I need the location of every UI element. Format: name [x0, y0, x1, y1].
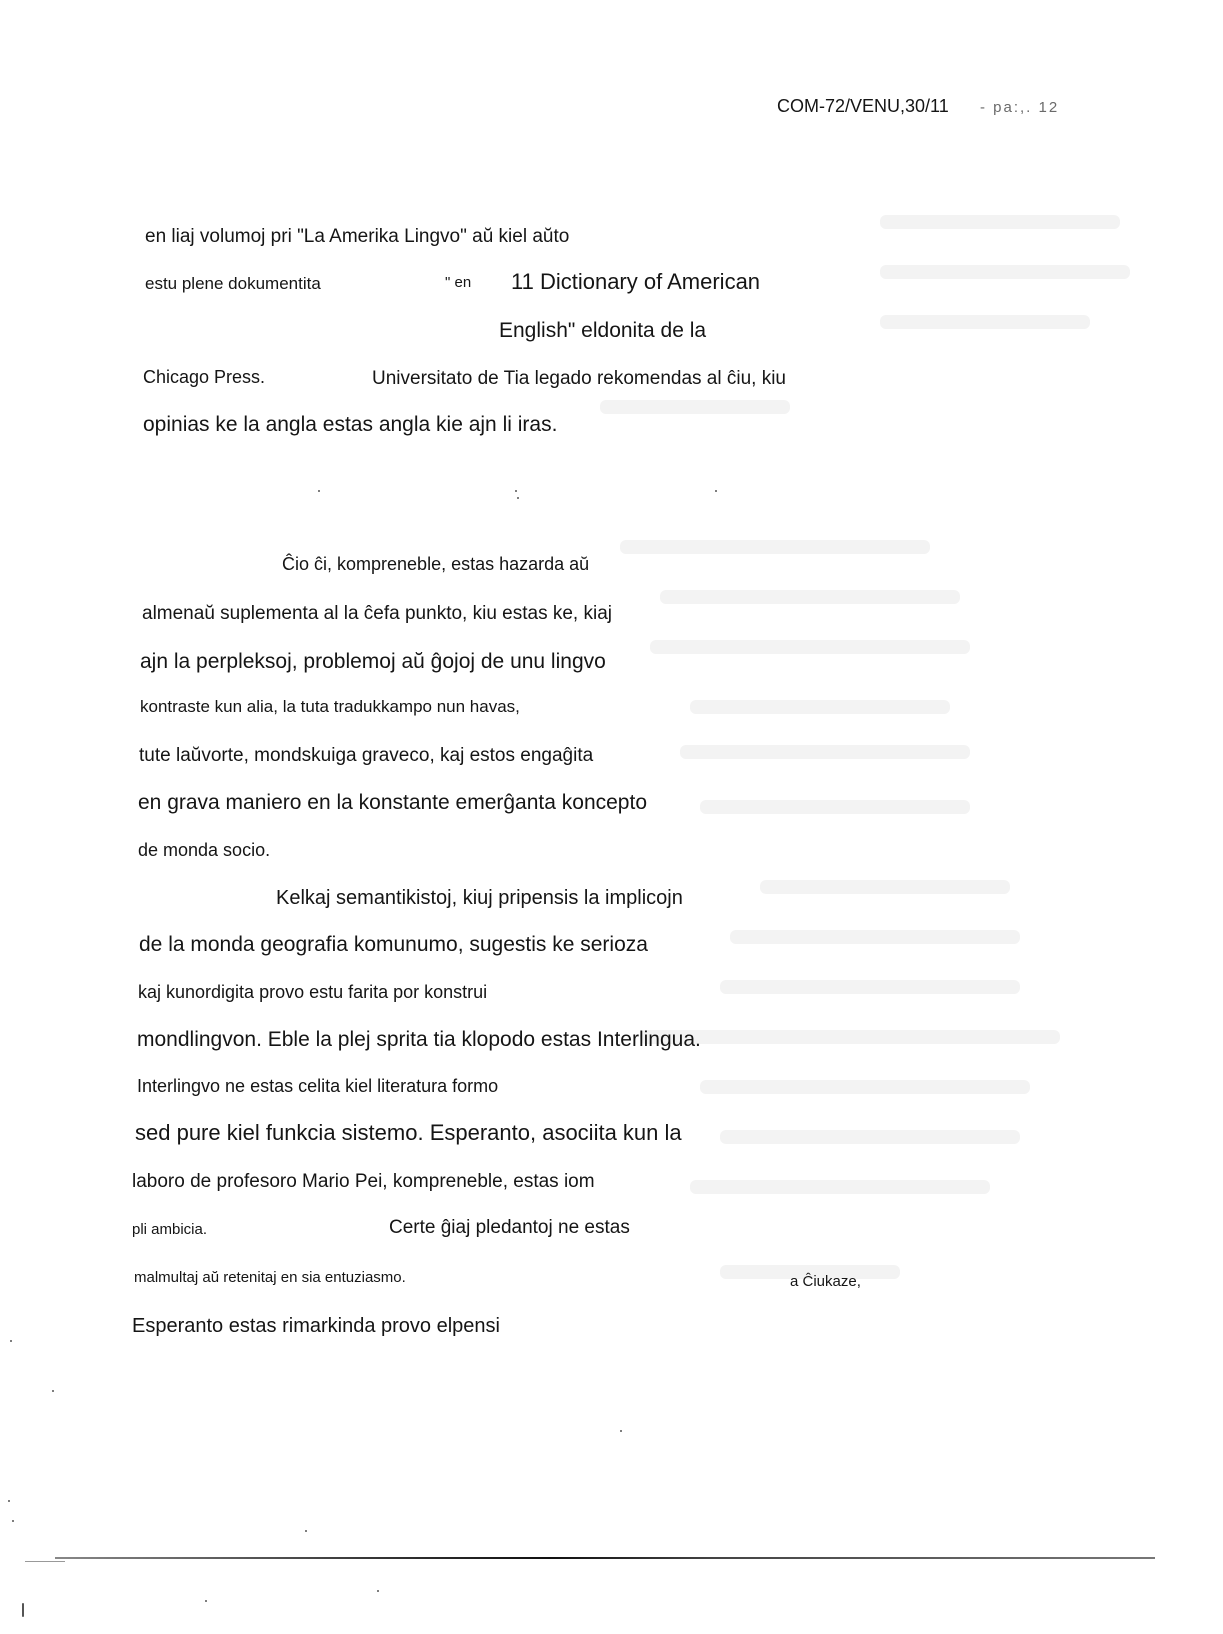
scan-speck	[377, 1590, 379, 1592]
bleed-through-mark	[700, 800, 970, 814]
scan-speck	[8, 1500, 10, 1502]
scan-speck	[52, 1390, 54, 1392]
bleed-through-mark	[720, 1130, 1020, 1144]
bleed-through-mark	[730, 930, 1020, 944]
text-line: sed pure kiel funkcia sistemo. Esperanto, asociita kun la	[135, 1120, 682, 1145]
bleed-through-mark	[880, 215, 1120, 229]
scan-speck	[715, 490, 717, 492]
text-line: mondlingvon. Eble la plej sprita tia klopodo estas Interlingua.	[137, 1028, 701, 1051]
document-reference: COM-72/VENU,30/11	[777, 96, 949, 116]
text-line: kaj kunordigita provo estu farita por konstrui	[138, 982, 488, 1002]
scan-speck	[517, 497, 519, 499]
bleed-through-mark	[760, 880, 1010, 894]
text-line: Esperanto estas rimarkinda provo elpensi	[132, 1315, 500, 1337]
text-line: Ĉio ĉi, kompreneble, estas hazarda aŭ	[282, 554, 590, 574]
text-line: de la monda geografia komunumo, sugestis ke serioza	[139, 933, 648, 956]
bleed-through-mark	[600, 400, 790, 414]
scan-speck	[10, 1340, 12, 1342]
text-line: 11 Dictionary of American	[511, 269, 761, 294]
text-line: Universitato de Tia legado rekomendas al ĉiu, kiu	[372, 368, 787, 389]
text-line: en liaj volumoj pri "La Amerika Lingvo" aŭ kiel aŭto	[145, 226, 570, 247]
scan-speck	[205, 1600, 207, 1602]
bleed-through-mark	[680, 745, 970, 759]
scan-speck	[515, 490, 517, 492]
bleed-through-mark	[620, 540, 930, 554]
text-line: estu plene dokumentita	[145, 274, 321, 293]
text-line: pli ambicia.	[132, 1221, 208, 1238]
text-line: a Ĉiukaze,	[790, 1273, 861, 1290]
text-line: Chicago Press.	[143, 367, 266, 387]
text-line: en grava maniero en la konstante emerĝanta koncepto	[138, 791, 647, 814]
text-line: almenaŭ suplementa al la ĉefa punkto, kiu estas ke, kiaj	[142, 603, 612, 624]
text-line: Interlingvo ne estas celita kiel literatura formo	[137, 1076, 499, 1096]
bleed-through-mark	[690, 1180, 990, 1194]
text-line: de monda socio.	[138, 840, 271, 860]
scan-artifact-line	[25, 1561, 65, 1562]
text-line: laboro de profesoro Mario Pei, kompreneble, estas iom	[132, 1171, 595, 1192]
bleed-through-mark	[650, 640, 970, 654]
bleed-through-mark	[690, 700, 950, 714]
text-line: tute laŭvorte, mondskuiga graveco, kaj estos engaĝita	[139, 745, 594, 766]
text-line: opinias ke la angla estas angla kie ajn li iras.	[143, 413, 558, 436]
scan-speck	[22, 1603, 24, 1617]
scan-speck	[620, 1430, 622, 1432]
footer-rule	[55, 1557, 1155, 1559]
bleed-through-mark	[880, 315, 1090, 329]
bleed-through-mark	[720, 980, 1020, 994]
text-line: Certe ĝiaj pledantoj ne estas	[389, 1217, 630, 1238]
text-line: ajn la perpleksoj, problemoj aŭ ĝojoj de unu lingvo	[140, 650, 606, 673]
page-number-fragment: - pa:,. 12	[980, 99, 1060, 116]
bleed-through-mark	[640, 1030, 1060, 1044]
text-line: kontraste kun alia, la tuta tradukkampo nun havas,	[140, 697, 520, 716]
text-line: malmultaj aŭ retenitaj en sia entuziasmo.	[134, 1269, 406, 1286]
text-line: Kelkaj semantikistoj, kiuj pripensis la implicojn	[276, 887, 683, 909]
scan-speck	[318, 490, 320, 492]
scan-speck	[305, 1530, 307, 1532]
bleed-through-mark	[880, 265, 1130, 279]
bleed-through-mark	[700, 1080, 1030, 1094]
text-line: " en	[445, 274, 472, 291]
text-line: English" eldonita de la	[499, 319, 707, 342]
bleed-through-mark	[660, 590, 960, 604]
scan-speck	[12, 1520, 14, 1522]
